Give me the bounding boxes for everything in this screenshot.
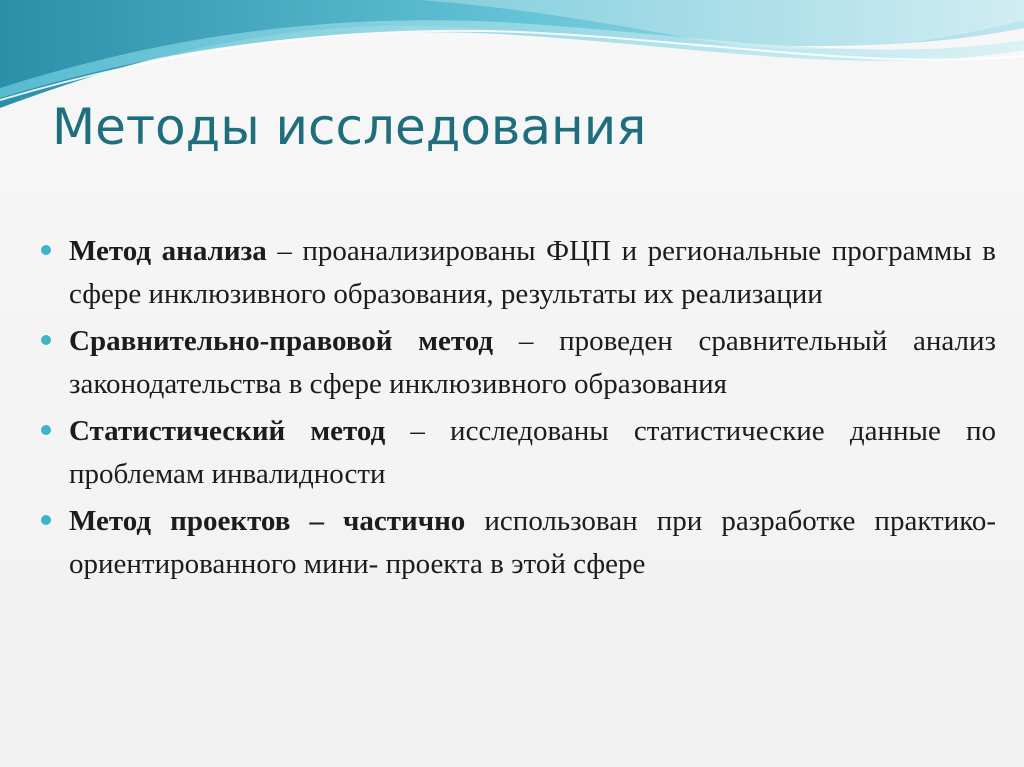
method-term: Метод анализа <box>69 235 267 267</box>
list-item <box>38 230 996 316</box>
bullet-dot-icon <box>41 335 51 345</box>
method-term: Статистический метод <box>69 415 386 447</box>
bullet-dot-icon <box>41 515 51 525</box>
methods-list <box>38 230 996 590</box>
slide-title: Методы исследования <box>52 98 647 156</box>
wave-header-decoration <box>0 0 1024 110</box>
list-item <box>38 410 996 496</box>
bullet-dot-icon <box>41 245 51 255</box>
method-term: Сравнительно-правовой метод <box>69 325 494 357</box>
method-description: – проанализированы ФЦП и региональные программы в сфере инклюзивного образования, результаты их реализации <box>69 235 997 310</box>
method-description: – исследованы статистические данные по проблемам инвалидности <box>69 415 997 490</box>
method-term: Метод проектов – частично <box>69 505 466 537</box>
list-item <box>38 500 996 586</box>
method-description: – проведен сравнительный анализ законодательства в сфере инклюзивного образования <box>69 325 996 400</box>
method-description: использован при разработке практико-ориентированного мини- проекта в этой сфере <box>69 505 996 580</box>
bullet-dot-icon <box>41 425 51 435</box>
list-item <box>38 320 996 406</box>
